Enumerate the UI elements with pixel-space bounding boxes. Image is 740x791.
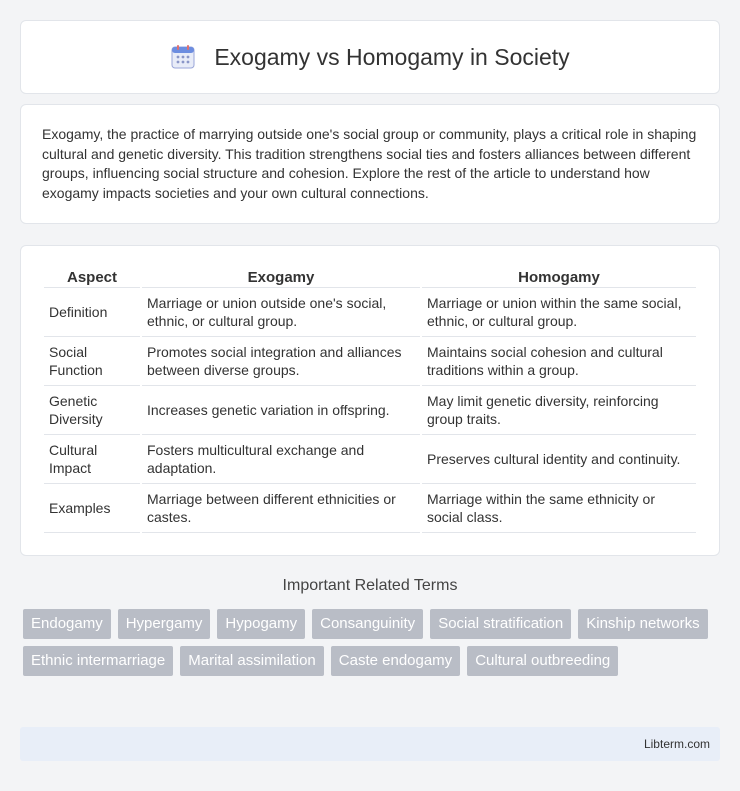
- tag-social-stratification[interactable]: Social stratification: [430, 609, 571, 639]
- cell-exogamy: Marriage between different ethnicities or castes.: [142, 484, 420, 533]
- header-card: [20, 20, 720, 94]
- cell-homogamy: Maintains social cohesion and cultural traditions within a group.: [422, 337, 696, 386]
- cell-exogamy: Promotes social integration and alliances between diverse groups.: [142, 337, 420, 386]
- header-homogamy: Homogamy: [422, 266, 696, 288]
- intro-card: [20, 104, 720, 224]
- footer: [20, 727, 720, 761]
- tag-endogamy[interactable]: Endogamy: [23, 609, 111, 639]
- cell-homogamy: Marriage or union within the same social, ethnic, or cultural group.: [422, 288, 696, 337]
- cell-aspect: Examples: [44, 484, 140, 533]
- table-row: [44, 435, 696, 484]
- table-row: [44, 386, 696, 435]
- tag-hypogamy[interactable]: Hypogamy: [217, 609, 305, 639]
- cell-homogamy: Marriage within the same ethnicity or social class.: [422, 484, 696, 533]
- comparison-table: [42, 266, 698, 533]
- comparison-card: [20, 245, 720, 556]
- table-row: [44, 288, 696, 337]
- cell-aspect: Social Function: [44, 337, 140, 386]
- calendar-icon: [170, 44, 196, 70]
- tag-caste-endogamy[interactable]: Caste endogamy: [331, 646, 460, 676]
- cell-aspect: Cultural Impact: [44, 435, 140, 484]
- table-header-row: [44, 266, 696, 288]
- related-terms-title: Important Related Terms: [282, 577, 458, 594]
- header-exogamy: Exogamy: [142, 266, 420, 288]
- tag-cultural-outbreeding[interactable]: Cultural outbreeding: [467, 646, 618, 676]
- cell-exogamy: Increases genetic variation in offspring.: [142, 386, 420, 435]
- table-row: [44, 337, 696, 386]
- tag-ethnic-intermarriage[interactable]: Ethnic intermarriage: [23, 646, 173, 676]
- cell-homogamy: May limit genetic diversity, reinforcing group traits.: [422, 386, 696, 435]
- cell-homogamy: Preserves cultural identity and continuity.: [422, 435, 696, 484]
- cell-aspect: Genetic Diversity: [44, 386, 140, 435]
- tag-kinship-networks[interactable]: Kinship networks: [578, 609, 707, 639]
- title-wrap: [170, 44, 569, 71]
- page-title: Exogamy vs Homogamy in Society: [214, 43, 570, 70]
- tag-marital-assimilation[interactable]: Marital assimilation: [180, 646, 324, 676]
- related-terms-list: [23, 609, 723, 676]
- cell-exogamy: Marriage or union outside one's social, ethnic, or cultural group.: [142, 288, 420, 337]
- cell-aspect: Definition: [44, 288, 140, 337]
- table-row: [44, 484, 696, 533]
- tag-consanguinity[interactable]: Consanguinity: [312, 609, 423, 639]
- footer-site-link[interactable]: Libterm.com: [643, 737, 710, 751]
- intro-text: Exogamy, the practice of marrying outside one's social group or community, plays a critical role in shaping cultural and genetic diversity. This tradition strengthens social ties and fosters alliances between different groups, influencing social structure and cohesion. Explore the rest of the article to understand how exogamy impacts societies and your own cultural connections.: [42, 126, 697, 201]
- header-aspect: Aspect: [44, 266, 140, 288]
- cell-exogamy: Fosters multicultural exchange and adaptation.: [142, 435, 420, 484]
- tag-hypergamy[interactable]: Hypergamy: [118, 609, 211, 639]
